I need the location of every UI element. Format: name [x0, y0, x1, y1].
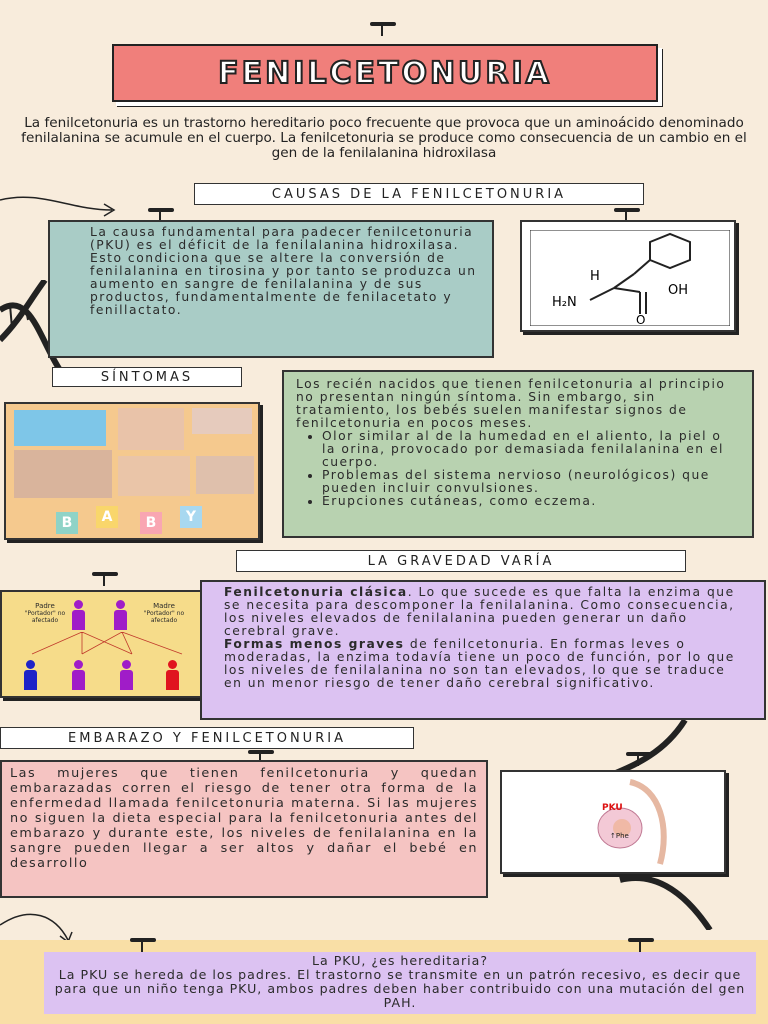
madre-sub-text: "Portador" no afectado — [143, 610, 185, 624]
embarazo-header — [0, 727, 414, 749]
pregnancy-uterus-icon — [510, 778, 720, 868]
clasica-label: Fenilcetonuria clásica — [224, 585, 408, 599]
title-banner — [112, 44, 658, 102]
molecule-image — [520, 220, 736, 332]
block-b: B — [56, 512, 78, 534]
sintomas-intro: Los recién nacidos que tienen fenilcetonuria al principio no presentan ningún síntoma. Sin embargo, sin tratamiento, los bebés suelen manifestar signos de fenilcetonuria en pocos meses. — [296, 377, 726, 430]
sintomas-card — [282, 370, 754, 538]
child-affected-icon — [164, 660, 180, 690]
sintomas-header — [52, 367, 242, 387]
phenylalanine-structure-icon — [530, 230, 730, 326]
block-y: Y — [180, 506, 202, 528]
inheritance-lines — [22, 632, 202, 656]
intro-paragraph: La fenilcetonuria es un trastorno hereditario poco frecuente que provoca que un aminoácido denominado fenilalanina se acumule en el cuerpo. La fenilcetonuria se produce como consecuencia de un cambio en el gen de la fenilalanina hidroxilasa — [21, 115, 747, 161]
block-b2: B — [140, 512, 162, 534]
list-item: • Erupciones cutáneas, como eczema. — [322, 495, 740, 508]
molecule-h2n: H₂N — [552, 295, 577, 310]
leve-label: Formas menos graves — [224, 637, 405, 651]
leve-text: de fenilcetonuria. En formas leves o moderadas, la enzima todavía tiene un poco de función, por lo que los niveles de fenilalanina no son tan elevados, lo que se traduce en un menor riesgo de tener daño cerebral significativo. — [224, 637, 735, 690]
hereditaria-question: La PKU, ¿es hereditaria? — [311, 953, 489, 968]
baby-photos — [4, 402, 260, 540]
gravedad-card — [200, 580, 766, 720]
molecule-oh: OH — [668, 283, 689, 298]
page-title: FENILCETONURIA — [218, 55, 552, 91]
pregnancy-image — [500, 770, 726, 874]
inheritance-diagram — [0, 590, 214, 698]
parent-mother-icon — [112, 600, 128, 630]
sintomas-list — [296, 430, 740, 508]
madre-text: Madre — [153, 602, 175, 610]
padre-label — [20, 602, 70, 624]
embarazo-card — [0, 760, 488, 898]
clasica-text: . Lo que sucede es que falta la enzima que se necesita para descomponer la fenilalanina. Como consecuencia, los niveles elevados de fenilalanina pueden generar un daño cerebral grave. — [224, 585, 735, 638]
pin-icon — [626, 752, 652, 756]
padre-sub-text: "Portador" no afectado — [24, 610, 66, 624]
pin-icon — [92, 572, 118, 576]
embarazo-text: Las mujeres que tienen fenilcetonuria y quedan embarazadas corren el riesgo de tener otra forma de la enfermedad llamada fenilcetonuria materna. Si las mujeres no siguen la dieta especial para la fenilcetonuria antes del embarazo y durante este, los niveles de fenilalanina en la sangre pueden llegar a ser altos y dañar el bebé en desarrollo — [10, 766, 478, 871]
pin-icon — [248, 750, 274, 754]
molecule-h: H — [590, 269, 600, 284]
baby-photo-sleeping — [14, 450, 112, 498]
child-carrier-icon — [70, 660, 86, 690]
embarazo-header-label: EMBARAZO Y FENILCETONURIA — [68, 730, 346, 746]
causas-header-label: CAUSAS DE LA FENILCETONURIA — [271, 186, 567, 202]
baby-photo-hands — [14, 410, 106, 446]
arrow-doodle-left — [0, 190, 120, 220]
causas-card — [48, 220, 494, 358]
gravedad-header-label: LA GRAVEDAD VARÍA — [367, 553, 555, 569]
hereditaria-card — [44, 952, 756, 1014]
child-unaffected-icon — [22, 660, 38, 690]
madre-label — [136, 602, 192, 624]
baby-blocks — [56, 504, 256, 534]
padre-text: Padre — [35, 602, 55, 610]
baby-photo-ear — [192, 408, 252, 434]
pin-icon — [130, 938, 156, 942]
block-a: A — [96, 506, 118, 528]
list-item: • Problemas del sistema nervioso (neurológicos) que pueden incluir convulsiones. — [322, 469, 740, 495]
molecule-o: O — [636, 313, 646, 326]
pin-icon — [370, 22, 396, 26]
gravedad-header — [236, 550, 686, 572]
list-item: • Olor similar al de la humedad en el aliento, la piel o la orina, provocado por demasiada fenilalanina en el cuerpo. — [322, 430, 740, 469]
baby-photo-face — [118, 408, 184, 450]
pin-icon — [628, 938, 654, 942]
causas-header — [194, 183, 644, 205]
parent-father-icon — [70, 600, 86, 630]
hereditaria-text: La PKU se hereda de los padres. El trastorno se transmite en un patrón recesivo, es decir que para que un niño tenga PKU, ambos padres deben haber contribuido con una mutación del gen PAH. — [54, 967, 746, 1010]
pregnancy-phe-label: ↑Phe — [610, 832, 629, 840]
child-carrier-icon — [118, 660, 134, 690]
baby-photo-hand — [196, 456, 254, 494]
pin-icon — [148, 208, 174, 212]
pregnancy-pku-label: PKU — [602, 803, 623, 813]
pin-icon — [614, 208, 640, 212]
causas-text: La causa fundamental para padecer fenilcetonuria (PKU) es el déficit de la fenilalanina hidroxilasa. Esto condiciona que se altere la conversión de fenilalanina en tirosina y por tanto se produzca un aumento en sangre de fenilalanina y de sus productos, fundamentalmente de fenilacetato y fenillactato. — [90, 225, 477, 317]
sintomas-header-label: SÍNTOMAS — [100, 369, 194, 385]
baby-photo-eczema — [118, 456, 190, 496]
